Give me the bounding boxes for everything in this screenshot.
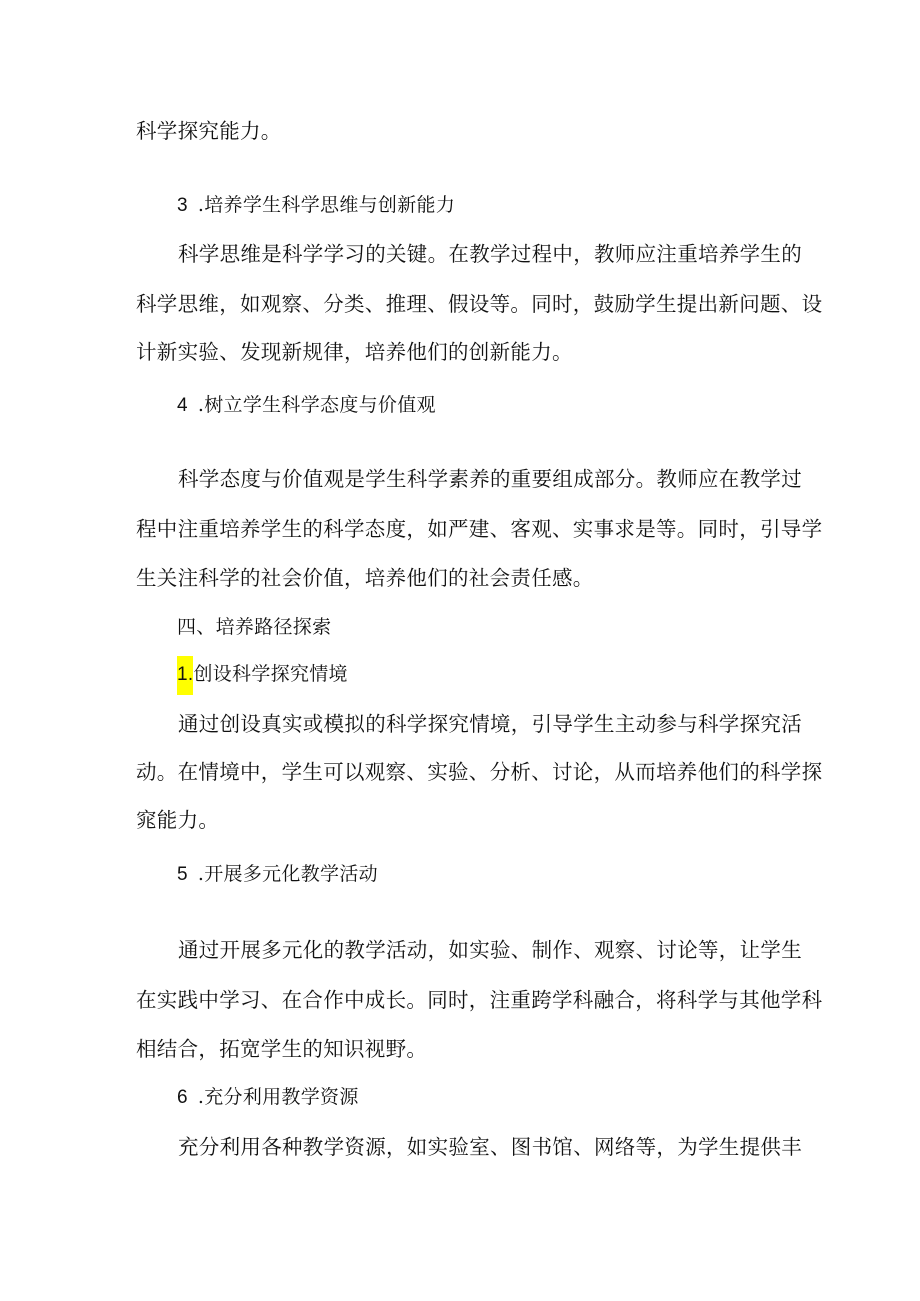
highlighted-number: 1. [177,656,193,695]
heading-text: .开展多元化教学活动 [197,863,378,885]
heading-number: 5 [177,864,188,885]
section-heading: 四、培养路径探索 [177,616,332,638]
heading-text: 创设科学探究情境 [193,663,348,685]
heading-6 [177,1083,359,1112]
paragraph-line: 在实践中学习、在合作中成长。同时，注重跨学科融合，将科学与其他学科 [136,988,823,1012]
paragraph-line: 科学态度与价值观是学生科学素养的重要组成部分。教师应在教学过 [178,467,802,491]
paragraph-line: 科学思维，如观察、分类、推理、假设等。同时，鼓励学生提出新问题、设 [136,292,823,316]
paragraph-line: 通过开展多元化的教学活动，如实验、制作、观察、讨论等，让学生 [178,938,802,962]
paragraph-line: 程中注重培养学生的科学态度，如严建、客观、实事求是等。同时，引导学 [136,517,823,541]
heading-number: 6 [177,1087,188,1108]
heading-number: 4 [177,395,188,416]
heading-text: .充分利用教学资源 [197,1086,359,1108]
paragraph-line: 科学思维是科学学习的关键。在教学过程中，教师应注重培养学生的 [178,242,802,266]
heading-text: .树立学生科学态度与价值观 [197,394,436,416]
heading-3 [177,191,455,220]
heading-1 [177,660,348,689]
paragraph-line: 计新实验、发现新规律，培养他们的创新能力。 [136,340,573,364]
heading-text: .培养学生科学思维与创新能力 [197,194,456,216]
paragraph-line: 充分利用各种教学资源，如实验室、图书馆、网络等，为学生提供丰 [178,1135,802,1159]
paragraph-line: 科学探究能力。 [136,119,282,143]
paragraph-line: 窕能力。 [136,808,220,832]
heading-4 [177,391,436,420]
heading-number: 3 [177,195,188,216]
paragraph-line: 相结合，拓宽学生的知识视野。 [136,1037,428,1061]
heading-5 [177,860,378,889]
paragraph-line: 动。在情境中，学生可以观察、实验、分析、讨论，从而培养他们的科学探 [136,760,823,784]
paragraph-line: 生关注科学的社会价值，培养他们的社会责任感。 [136,566,594,590]
paragraph-line: 通过创设真实或模拟的科学探究情境，引导学生主动参与科学探究活 [178,712,802,736]
